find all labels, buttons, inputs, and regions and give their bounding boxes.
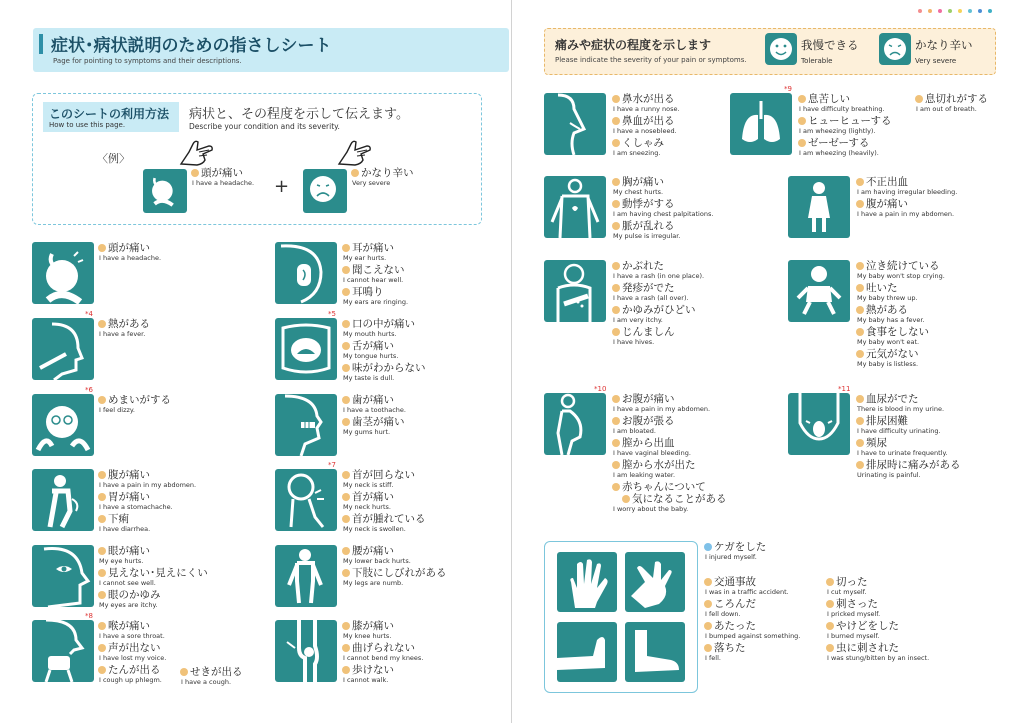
symptom-jp: 首が腫れている <box>342 513 512 525</box>
symptom-en: I am bloated. <box>613 427 656 435</box>
symptom-en: I have difficulty breathing. <box>799 105 885 113</box>
how-to-label-jp: このシートの利用方法 <box>49 107 170 121</box>
thermometer-mouth-icon <box>32 318 94 380</box>
symptom-jp: 曲げられない <box>342 642 512 654</box>
symptom-jp: 元気がない <box>856 348 1024 360</box>
symptom-en: I have lost my voice. <box>99 654 167 662</box>
knee-icon <box>275 620 337 682</box>
symptom-jp: あたった <box>704 620 824 632</box>
level-very-severe-jp: かなり辛い <box>915 38 973 52</box>
arm-tile <box>557 622 617 682</box>
symptom-en: I have a rash (in one place). <box>613 272 705 280</box>
symptom-en: I worry about the baby. <box>613 505 689 513</box>
example-symptom-en: I have a headache. <box>192 179 255 187</box>
how-to-desc-jp: 病状と、その程度を示して伝えます。 <box>189 107 409 122</box>
entry-ear <box>342 242 512 308</box>
symptom-en: I cannot hear well. <box>343 276 404 284</box>
open-mouth-icon <box>275 318 337 380</box>
symptom-jp: 熱がある <box>98 318 268 330</box>
symptom-jp: 息切れがする <box>915 93 1010 105</box>
entry-teeth <box>342 394 512 438</box>
symptom-jp: 熱がある <box>856 304 1024 316</box>
symptom-jp: くしゃみ <box>612 137 782 149</box>
symptom-jp: 吐いた <box>856 282 1024 294</box>
tile-throat <box>32 620 94 682</box>
symptom-jp: かゆみがひどい <box>612 304 782 316</box>
female-body-icon <box>788 176 850 238</box>
symptom-en: I cannot see well. <box>99 579 156 587</box>
symptom-en: I cannot bend my knees. <box>343 654 424 662</box>
abdomen-icon <box>32 469 94 531</box>
entry-headache <box>98 242 268 264</box>
symptom-jp: じんましん <box>612 326 782 338</box>
symptom-jp: 腹が痛い <box>856 198 1024 210</box>
symptom-jp: 頭が痛い <box>98 242 268 254</box>
nose-icon <box>544 93 606 155</box>
entry-out-of-breath <box>915 93 1010 115</box>
head-pain-icon <box>143 169 183 209</box>
entry-rash <box>612 260 782 348</box>
symptom-en: I have hives. <box>613 338 655 346</box>
symptom-en: I cannot walk. <box>343 676 389 684</box>
severity-title: 痛みや症状の程度を示します <box>555 38 712 52</box>
tile-urinary <box>788 393 850 455</box>
arm-icon <box>557 622 617 682</box>
lower-back-icon <box>275 545 337 607</box>
symptom-jp: 腹が痛い <box>98 469 268 481</box>
eye-icon <box>32 545 94 607</box>
foot-tile <box>625 622 685 682</box>
symptom-jp: ゼーゼーする <box>798 137 968 149</box>
head-pain-icon <box>32 242 94 304</box>
tile-female <box>788 176 850 238</box>
symptom-en: I have a fever. <box>99 330 146 338</box>
symptom-en: I have a runny nose. <box>613 105 680 113</box>
symptom-en: I cut myself. <box>827 588 867 596</box>
symptom-jp: 下痢 <box>98 513 268 525</box>
symptom-en: I injured myself. <box>705 553 757 561</box>
entry-female <box>856 176 1024 220</box>
symptom-en: I have a rash (all over). <box>613 294 689 302</box>
symptom-en: I pricked myself. <box>827 610 881 618</box>
symptom-en: I have a pain in my abdomen. <box>99 481 197 489</box>
symptom-en: I have a headache. <box>99 254 162 262</box>
symptom-en: I have a stomachache. <box>99 503 173 511</box>
symptom-en: There is blood in my urine. <box>857 405 945 413</box>
tile-neck <box>275 469 337 531</box>
symptom-en: I am wheezing (lightly). <box>799 127 876 135</box>
symptom-jp: 声が出ない <box>98 642 268 654</box>
symptom-jp-line2: 気になることがある <box>612 493 782 505</box>
dizzy-icon <box>32 394 94 456</box>
entry-mouth <box>342 318 512 384</box>
throat-icon <box>32 620 94 682</box>
symptom-en: My chest hurts. <box>613 188 664 196</box>
symptom-en: I have a toothache. <box>343 406 406 414</box>
symptom-jp: 切った <box>826 576 966 588</box>
symptom-jp: 下肢にしびれがある <box>342 567 512 579</box>
sad-face-icon <box>303 169 343 209</box>
symptom-jp: 血尿がでた <box>856 393 1024 405</box>
symptom-jp: 刺さった <box>826 598 966 610</box>
tile-lower-back <box>275 545 337 607</box>
symptom-jp: 不正出血 <box>856 176 1024 188</box>
symptom-jp: 排尿困難 <box>856 415 1024 427</box>
tile-nose <box>544 93 606 155</box>
baby-icon <box>788 260 850 322</box>
rash-arm-icon <box>544 260 606 322</box>
tile-teeth <box>275 394 337 456</box>
symptom-en: My ear hurts. <box>343 254 387 262</box>
symptom-en: My neck hurts. <box>343 503 391 511</box>
tile-knee <box>275 620 337 682</box>
neck-icon <box>275 469 337 531</box>
entry-baby <box>856 260 1024 370</box>
page-subtitle: Page for pointing to symptoms and their descriptions. <box>53 57 242 65</box>
symptom-jp: 膣から水が出た <box>612 459 782 471</box>
symptom-jp: 口の中が痛い <box>342 318 512 330</box>
palm-tile <box>625 552 685 612</box>
palm-icon <box>625 552 685 612</box>
note-number: *4 <box>85 310 93 318</box>
title-accent <box>39 34 43 54</box>
injury-frame <box>544 541 698 693</box>
note-number: *9 <box>784 85 792 93</box>
left-title-bar <box>33 28 509 72</box>
symptom-jp: かぶれた <box>612 260 782 272</box>
symptom-en: I am having chest palpitations. <box>613 210 714 218</box>
entry-nose <box>612 93 782 159</box>
example-symptom-jp: 頭が痛い <box>191 167 361 179</box>
symptom-en: I burned myself. <box>827 632 880 640</box>
tile-baby <box>788 260 850 322</box>
entry-fever <box>98 318 268 340</box>
symptom-jp: ヒューヒューする <box>798 115 968 127</box>
symptom-en: I fell. <box>705 654 721 662</box>
entry-pregnancy <box>612 393 782 515</box>
symptom-en: I have a sore throat. <box>99 632 165 640</box>
note-number: *5 <box>328 310 336 318</box>
symptom-en: Urinating is painful. <box>857 471 921 479</box>
tile-chest <box>544 176 606 238</box>
entry-neck <box>342 469 512 535</box>
pointing-hand-icon <box>179 138 219 168</box>
symptom-en: I have diarrhea. <box>99 525 151 533</box>
note-number: *7 <box>328 461 336 469</box>
symptom-jp: 鼻水が出る <box>612 93 782 105</box>
symptom-jp: 歩けない <box>342 664 512 676</box>
hand-back-tile <box>557 552 617 612</box>
pointing-hand-icon <box>337 138 377 168</box>
symptom-en: My legs are numb. <box>343 579 404 587</box>
example-head-tile <box>143 169 187 213</box>
symptom-jp: 眼が痛い <box>98 545 268 557</box>
foot-icon <box>625 622 685 682</box>
example-severity-en: Very severe <box>352 179 391 187</box>
symptom-jp: 落ちた <box>704 642 824 654</box>
symptom-jp: 歯茎が痛い <box>342 416 512 428</box>
symptom-en: I have vaginal bleeding. <box>613 449 691 457</box>
symptom-en: My ears are ringing. <box>343 298 409 306</box>
symptom-jp: 膣から出血 <box>612 437 782 449</box>
symptom-jp: やけどをした <box>826 620 966 632</box>
injury-col-2 <box>826 576 966 664</box>
example-severity <box>351 167 521 189</box>
entry-eye <box>98 545 268 611</box>
tile-pregnant <box>544 393 606 455</box>
symptom-en: I am sneezing. <box>613 149 661 157</box>
symptom-jp: 味がわからない <box>342 362 512 374</box>
symptom-jp: 喉が痛い <box>98 620 268 632</box>
how-to-desc-en: Describe your condition and its severity. <box>189 122 340 131</box>
symptom-en: I have a pain in my abdomen. <box>857 210 955 218</box>
severity-subtitle: Please indicate the severity of your pain or symptoms. <box>555 56 747 64</box>
symptom-jp: たんが出る <box>98 664 268 676</box>
note-number: *11 <box>838 385 851 393</box>
symptom-jp: 胸が痛い <box>612 176 782 188</box>
symptom-jp: 歯が痛い <box>342 394 512 406</box>
symptom-jp: ころんだ <box>704 598 824 610</box>
entry-injured <box>704 541 874 563</box>
symptom-en: I feel dizzy. <box>99 406 135 414</box>
example-label: 〈例〉 <box>97 152 130 165</box>
tile-eye <box>32 545 94 607</box>
tile-mouth <box>275 318 337 380</box>
smile-face-icon <box>765 33 797 65</box>
symptom-en: I am very itchy. <box>613 316 663 324</box>
symptom-en: My neck is swollen. <box>343 525 406 533</box>
how-to-label-en: How to use this page. <box>49 121 126 129</box>
symptom-en: My baby threw up. <box>857 294 918 302</box>
symptom-jp: 腰が痛い <box>342 545 512 557</box>
symptom-en: I have difficulty urinating. <box>857 427 941 435</box>
sad-face-icon <box>879 33 911 65</box>
symptom-en: My neck is stiff. <box>343 481 394 489</box>
symptom-en: My taste is dull. <box>343 374 395 382</box>
symptom-jp: 排尿時に痛みがある <box>856 459 1024 471</box>
how-to-box <box>32 93 482 225</box>
example-severity-jp: かなり辛い <box>351 167 521 179</box>
symptom-en: I was in a traffic accident. <box>705 588 789 596</box>
symptom-jp: 脈が乱れる <box>612 220 782 232</box>
level-tolerable-jp: 我慢できる <box>801 38 859 52</box>
symptom-en: I was stung/bitten by an insect. <box>827 654 930 662</box>
symptom-jp: 首が回らない <box>342 469 512 481</box>
injury-col-1 <box>704 576 824 664</box>
symptom-en: I bumped against something. <box>705 632 801 640</box>
symptom-en: My baby won't stop crying. <box>857 272 945 280</box>
ear-icon <box>275 242 337 304</box>
symptom-en: My baby is listless. <box>857 360 919 368</box>
entry-urinary <box>856 393 1024 481</box>
symptom-jp: 膝が痛い <box>342 620 512 632</box>
entry-dizzy <box>98 394 268 416</box>
symptom-jp: 鼻血が出る <box>612 115 782 127</box>
symptom-jp: めまいがする <box>98 394 268 406</box>
teeth-icon <box>275 394 337 456</box>
symptom-jp: 聞こえない <box>342 264 512 276</box>
symptom-jp: 頻尿 <box>856 437 1024 449</box>
symptom-en: I am having irregular bleeding. <box>857 188 958 196</box>
symptom-en: I am leaking water. <box>613 471 676 479</box>
symptom-en: My tongue hurts. <box>343 352 399 360</box>
symptom-jp: 食事をしない <box>856 326 1024 338</box>
symptom-jp: 首が痛い <box>342 491 512 503</box>
entry-chest <box>612 176 782 242</box>
symptom-jp: 泣き続けている <box>856 260 1024 272</box>
entry-knee <box>342 620 512 686</box>
symptom-jp: お腹が張る <box>612 415 782 427</box>
symptom-jp: 舌が痛い <box>342 340 512 352</box>
symptom-en: I have a cough. <box>181 678 232 686</box>
symptom-jp: ケガをした <box>704 541 874 553</box>
symptom-en: My eyes are itchy. <box>99 601 158 609</box>
symptom-en: My baby has a fever. <box>857 316 925 324</box>
symptom-jp: せきが出る <box>180 666 270 678</box>
tile-fever <box>32 318 94 380</box>
symptom-en: My eye hurts. <box>99 557 144 565</box>
pregnant-icon <box>544 393 606 455</box>
entry-abdomen <box>98 469 268 535</box>
urinary-icon <box>788 393 850 455</box>
how-to-label <box>43 102 179 132</box>
symptom-jp: 発疹がでた <box>612 282 782 294</box>
symptom-en: I have a nosebleed. <box>613 127 677 135</box>
tile-ear <box>275 242 337 304</box>
symptom-en: My knee hurts. <box>343 632 392 640</box>
symptom-en: My mouth hurts. <box>343 330 397 338</box>
symptom-en: I have a pain in my abdomen. <box>613 405 711 413</box>
symptom-jp: 赤ちゃんについて <box>612 481 782 493</box>
note-number: *6 <box>85 386 93 394</box>
page-title: 症状･病状説明のための指さしシート <box>51 36 332 56</box>
symptom-en: My pulse is irregular. <box>613 232 681 240</box>
symptom-jp: 胃が痛い <box>98 491 268 503</box>
tile-abdomen <box>32 469 94 531</box>
symptom-en: I cough up phlegm. <box>99 676 162 684</box>
symptom-en: I fell down. <box>705 610 741 618</box>
symptom-jp: 息苦しい <box>798 93 968 105</box>
note-number: *10 <box>594 385 607 393</box>
entry-cough <box>180 666 270 688</box>
tile-dizzy <box>32 394 94 456</box>
hand-back-icon <box>557 552 617 612</box>
symptom-jp: 交通事故 <box>704 576 824 588</box>
left-page <box>0 0 511 723</box>
level-very-severe-en: Very severe <box>915 57 957 65</box>
symptom-en: My baby won't eat. <box>857 338 920 346</box>
symptom-en: I am out of breath. <box>916 105 977 113</box>
symptom-en: My gums hurt. <box>343 428 391 436</box>
severity-box <box>544 28 996 75</box>
symptom-jp: 耳が痛い <box>342 242 512 254</box>
example-severe-face <box>303 169 347 213</box>
symptom-jp: 眼のかゆみ <box>98 589 268 601</box>
symptom-jp: 耳鳴り <box>342 286 512 298</box>
note-number: *8 <box>85 612 93 620</box>
entry-lower-back <box>342 545 512 589</box>
symptom-en: I am wheezing (heavily). <box>799 149 879 157</box>
symptom-jp: 動悸がする <box>612 198 782 210</box>
chest-icon <box>544 176 606 238</box>
symptom-jp: お腹が痛い <box>612 393 782 405</box>
symptom-en: My lower back hurts. <box>343 557 411 565</box>
symptom-jp: 虫に刺された <box>826 642 966 654</box>
symptom-jp: 見えない･見えにくい <box>98 567 268 579</box>
tile-rash <box>544 260 606 322</box>
symptom-en: I have to urinate frequently. <box>857 449 948 457</box>
tile-headache <box>32 242 94 304</box>
plus-sign: + <box>274 176 290 197</box>
level-tolerable-en: Tolerable <box>801 57 833 65</box>
